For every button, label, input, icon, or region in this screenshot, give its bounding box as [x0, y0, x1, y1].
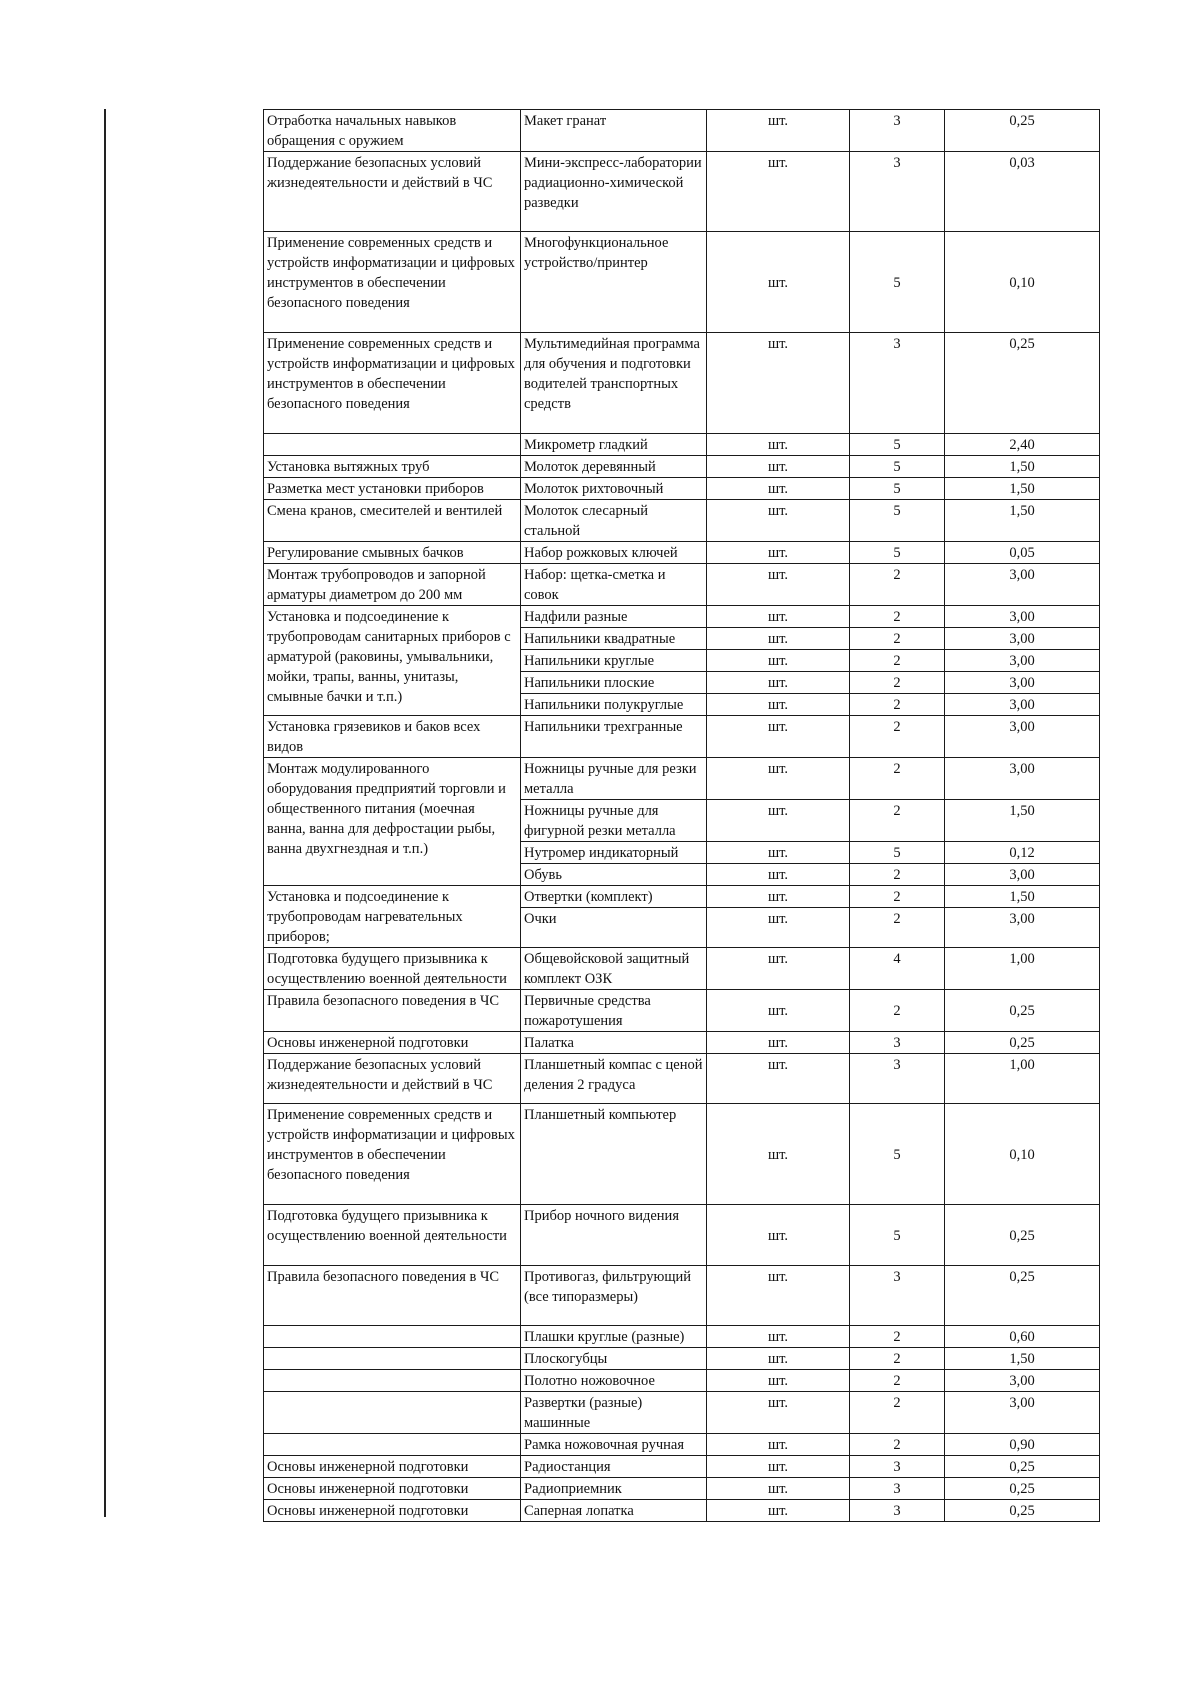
share-cell: 3,00	[945, 564, 1100, 606]
item-cell: Общевойсковой защитный комплект ОЗК	[521, 948, 707, 990]
item-cell: Рамка ножовочная ручная	[521, 1434, 707, 1456]
table-row	[264, 1370, 1100, 1392]
share-cell: 3,00	[945, 716, 1100, 758]
quantity-cell: 2	[850, 1434, 945, 1456]
item-cell: Набор: щетка-сметка и совок	[521, 564, 707, 606]
item-cell: Мультимедийная программа для обучения и подготовки водителей транспортных средств	[521, 333, 707, 434]
share-cell: 3,00	[945, 672, 1100, 694]
table-row	[264, 1478, 1100, 1500]
share-cell: 1,50	[945, 456, 1100, 478]
quantity-cell: 5	[850, 478, 945, 500]
share-cell: 0,25	[945, 1500, 1100, 1522]
topic-cell: Основы инженерной подготовки	[264, 1500, 521, 1522]
equipment-table	[263, 109, 1100, 1522]
table-row	[264, 434, 1100, 456]
item-cell: Планшетный компьютер	[521, 1104, 707, 1205]
table-row	[264, 758, 1100, 800]
unit-cell: шт.	[707, 1205, 850, 1266]
topic-cell: Правила безопасного поведения в ЧС	[264, 990, 521, 1032]
unit-cell: шт.	[707, 800, 850, 842]
item-cell: Ножницы ручные для фигурной резки металла	[521, 800, 707, 842]
table-row	[264, 716, 1100, 758]
topic-cell: Основы инженерной подготовки	[264, 1478, 521, 1500]
item-cell: Плашки круглые (разные)	[521, 1326, 707, 1348]
quantity-cell: 5	[850, 1104, 945, 1205]
quantity-cell: 2	[850, 886, 945, 908]
table-row	[264, 1104, 1100, 1205]
table-row	[264, 232, 1100, 333]
topic-cell: Установка и подсоединение к трубопроводам нагревательных приборов;	[264, 886, 521, 948]
unit-cell: шт.	[707, 478, 850, 500]
topic-cell: Монтаж модулированного оборудования предприятий торговли и общественного питания (моечная ванна, ванна для дефростации рыбы, ванна двухгнездная и т.п.)	[264, 758, 521, 886]
topic-cell	[264, 1370, 521, 1392]
topic-cell: Смена кранов, смесителей и вентилей	[264, 500, 521, 542]
quantity-cell: 3	[850, 1054, 945, 1104]
topic-cell: Регулирование смывных бачков	[264, 542, 521, 564]
quantity-cell: 2	[850, 908, 945, 948]
unit-cell: шт.	[707, 672, 850, 694]
unit-cell: шт.	[707, 1104, 850, 1205]
table-row	[264, 542, 1100, 564]
table-row	[264, 478, 1100, 500]
share-cell: 1,50	[945, 886, 1100, 908]
topic-cell	[264, 1326, 521, 1348]
table-row	[264, 152, 1100, 232]
table-row	[264, 1348, 1100, 1370]
unit-cell: шт.	[707, 1032, 850, 1054]
topic-cell: Основы инженерной подготовки	[264, 1032, 521, 1054]
topic-cell: Основы инженерной подготовки	[264, 1456, 521, 1478]
item-cell: Набор рожковых ключей	[521, 542, 707, 564]
unit-cell: шт.	[707, 110, 850, 152]
item-cell: Саперная лопатка	[521, 1500, 707, 1522]
share-cell: 0,25	[945, 1205, 1100, 1266]
quantity-cell: 3	[850, 152, 945, 232]
item-cell: Палатка	[521, 1032, 707, 1054]
share-cell: 0,12	[945, 842, 1100, 864]
share-cell: 3,00	[945, 908, 1100, 948]
item-cell: Прибор ночного видения	[521, 1205, 707, 1266]
quantity-cell: 2	[850, 716, 945, 758]
unit-cell: шт.	[707, 1392, 850, 1434]
quantity-cell: 3	[850, 110, 945, 152]
share-cell: 1,00	[945, 948, 1100, 990]
unit-cell: шт.	[707, 542, 850, 564]
share-cell: 3,00	[945, 758, 1100, 800]
topic-cell: Применение современных средств и устройств информатизации и цифровых инструментов в обеспечении безопасного поведения	[264, 232, 521, 333]
unit-cell: шт.	[707, 990, 850, 1032]
share-cell: 0,25	[945, 110, 1100, 152]
quantity-cell: 3	[850, 1478, 945, 1500]
topic-cell: Подготовка будущего призывника к осуществлению военной деятельности	[264, 1205, 521, 1266]
item-cell: Нутромер индикаторный	[521, 842, 707, 864]
share-cell: 0,90	[945, 1434, 1100, 1456]
item-cell: Развертки (разные) машинные	[521, 1392, 707, 1434]
quantity-cell: 2	[850, 1326, 945, 1348]
share-cell: 1,50	[945, 500, 1100, 542]
item-cell: Напильники плоские	[521, 672, 707, 694]
table-row	[264, 1434, 1100, 1456]
share-cell: 3,00	[945, 650, 1100, 672]
quantity-cell: 2	[850, 1392, 945, 1434]
item-cell: Мини-экспресс-лаборатории радиационно-химической разведки	[521, 152, 707, 232]
table-row	[264, 1266, 1100, 1326]
quantity-cell: 2	[850, 672, 945, 694]
topic-cell: Разметка мест установки приборов	[264, 478, 521, 500]
share-cell: 0,60	[945, 1326, 1100, 1348]
unit-cell: шт.	[707, 650, 850, 672]
unit-cell: шт.	[707, 948, 850, 990]
quantity-cell: 5	[850, 500, 945, 542]
unit-cell: шт.	[707, 1434, 850, 1456]
unit-cell: шт.	[707, 694, 850, 716]
topic-cell: Правила безопасного поведения в ЧС	[264, 1266, 521, 1326]
item-cell: Плоскогубцы	[521, 1348, 707, 1370]
unit-cell: шт.	[707, 564, 850, 606]
unit-cell: шт.	[707, 842, 850, 864]
table-row	[264, 886, 1100, 908]
item-cell: Отвертки (комплект)	[521, 886, 707, 908]
share-cell: 3,00	[945, 694, 1100, 716]
quantity-cell: 5	[850, 434, 945, 456]
item-cell: Полотно ножовочное	[521, 1370, 707, 1392]
unit-cell: шт.	[707, 1326, 850, 1348]
unit-cell: шт.	[707, 456, 850, 478]
table-row	[264, 1392, 1100, 1434]
unit-cell: шт.	[707, 434, 850, 456]
table-row	[264, 564, 1100, 606]
quantity-cell: 2	[850, 606, 945, 628]
topic-cell: Поддержание безопасных условий жизнедеятельности и действий в ЧС	[264, 152, 521, 232]
item-cell: Планшетный компас с ценой деления 2 градуса	[521, 1054, 707, 1104]
quantity-cell: 2	[850, 650, 945, 672]
share-cell: 3,00	[945, 864, 1100, 886]
item-cell: Ножницы ручные для резки металла	[521, 758, 707, 800]
unit-cell: шт.	[707, 1370, 850, 1392]
item-cell: Радиоприемник	[521, 1478, 707, 1500]
unit-cell: шт.	[707, 758, 850, 800]
table-row	[264, 606, 1100, 628]
table-row	[264, 1032, 1100, 1054]
item-cell: Многофункциональное устройство/принтер	[521, 232, 707, 333]
quantity-cell: 2	[850, 1348, 945, 1370]
quantity-cell: 2	[850, 864, 945, 886]
quantity-cell: 2	[850, 628, 945, 650]
unit-cell: шт.	[707, 1478, 850, 1500]
table-row	[264, 1205, 1100, 1266]
share-cell: 0,03	[945, 152, 1100, 232]
quantity-cell: 3	[850, 1032, 945, 1054]
quantity-cell: 2	[850, 1370, 945, 1392]
topic-cell	[264, 1434, 521, 1456]
unit-cell: шт.	[707, 606, 850, 628]
topic-cell	[264, 1392, 521, 1434]
item-cell: Напильники квадратные	[521, 628, 707, 650]
quantity-cell: 5	[850, 232, 945, 333]
unit-cell: шт.	[707, 628, 850, 650]
quantity-cell: 2	[850, 694, 945, 716]
quantity-cell: 2	[850, 564, 945, 606]
quantity-cell: 5	[850, 542, 945, 564]
quantity-cell: 3	[850, 333, 945, 434]
topic-cell: Применение современных средств и устройств информатизации и цифровых инструментов в обеспечении безопасного поведения	[264, 1104, 521, 1205]
quantity-cell: 5	[850, 842, 945, 864]
share-cell: 1,50	[945, 800, 1100, 842]
item-cell: Надфили разные	[521, 606, 707, 628]
share-cell: 3,00	[945, 628, 1100, 650]
table-row	[264, 1500, 1100, 1522]
share-cell: 0,25	[945, 1456, 1100, 1478]
table-row	[264, 948, 1100, 990]
unit-cell: шт.	[707, 333, 850, 434]
table-row	[264, 1326, 1100, 1348]
share-cell: 0,10	[945, 232, 1100, 333]
share-cell: 0,25	[945, 1478, 1100, 1500]
item-cell: Обувь	[521, 864, 707, 886]
share-cell: 3,00	[945, 1392, 1100, 1434]
table-row	[264, 110, 1100, 152]
quantity-cell: 4	[850, 948, 945, 990]
topic-cell	[264, 1348, 521, 1370]
table-row	[264, 333, 1100, 434]
table-row	[264, 1054, 1100, 1104]
topic-cell: Отработка начальных навыков обращения с оружием	[264, 110, 521, 152]
item-cell: Молоток рихтовочный	[521, 478, 707, 500]
item-cell: Напильники полукруглые	[521, 694, 707, 716]
item-cell: Первичные средства пожаротушения	[521, 990, 707, 1032]
equipment-table-body	[264, 110, 1100, 1522]
unit-cell: шт.	[707, 1054, 850, 1104]
quantity-cell: 2	[850, 758, 945, 800]
item-cell: Радиостанция	[521, 1456, 707, 1478]
unit-cell: шт.	[707, 1456, 850, 1478]
share-cell: 0,25	[945, 990, 1100, 1032]
quantity-cell: 3	[850, 1500, 945, 1522]
unit-cell: шт.	[707, 1266, 850, 1326]
unit-cell: шт.	[707, 864, 850, 886]
share-cell: 1,00	[945, 1054, 1100, 1104]
topic-cell: Применение современных средств и устройств информатизации и цифровых инструментов в обеспечении безопасного поведения	[264, 333, 521, 434]
share-cell: 0,25	[945, 333, 1100, 434]
table-row	[264, 500, 1100, 542]
share-cell: 0,25	[945, 1032, 1100, 1054]
share-cell: 0,05	[945, 542, 1100, 564]
quantity-cell: 5	[850, 1205, 945, 1266]
item-cell: Очки	[521, 908, 707, 948]
topic-cell: Установка и подсоединение к трубопроводам санитарных приборов с арматурой (раковины, умывальники, мойки, трапы, ванны, унитазы, смывные бачки и т.п.)	[264, 606, 521, 716]
quantity-cell: 3	[850, 1456, 945, 1478]
quantity-cell: 2	[850, 800, 945, 842]
share-cell: 1,50	[945, 478, 1100, 500]
left-margin-line	[104, 109, 106, 1517]
unit-cell: шт.	[707, 908, 850, 948]
quantity-cell: 3	[850, 1266, 945, 1326]
item-cell: Макет гранат	[521, 110, 707, 152]
item-cell: Напильники трехгранные	[521, 716, 707, 758]
share-cell: 2,40	[945, 434, 1100, 456]
quantity-cell: 5	[850, 456, 945, 478]
share-cell: 0,10	[945, 1104, 1100, 1205]
table-row	[264, 1456, 1100, 1478]
unit-cell: шт.	[707, 152, 850, 232]
table-row	[264, 456, 1100, 478]
topic-cell: Установка грязевиков и баков всех видов	[264, 716, 521, 758]
quantity-cell: 2	[850, 990, 945, 1032]
item-cell: Молоток деревянный	[521, 456, 707, 478]
topic-cell	[264, 434, 521, 456]
table-row	[264, 990, 1100, 1032]
topic-cell: Поддержание безопасных условий жизнедеятельности и действий в ЧС	[264, 1054, 521, 1104]
share-cell: 1,50	[945, 1348, 1100, 1370]
unit-cell: шт.	[707, 232, 850, 333]
unit-cell: шт.	[707, 1348, 850, 1370]
item-cell: Противогаз, фильтрующий (все типоразмеры)	[521, 1266, 707, 1326]
unit-cell: шт.	[707, 886, 850, 908]
unit-cell: шт.	[707, 716, 850, 758]
item-cell: Напильники круглые	[521, 650, 707, 672]
share-cell: 3,00	[945, 606, 1100, 628]
topic-cell: Подготовка будущего призывника к осуществлению военной деятельности	[264, 948, 521, 990]
share-cell: 3,00	[945, 1370, 1100, 1392]
share-cell: 0,25	[945, 1266, 1100, 1326]
item-cell: Молоток слесарный стальной	[521, 500, 707, 542]
item-cell: Микрометр гладкий	[521, 434, 707, 456]
unit-cell: шт.	[707, 1500, 850, 1522]
topic-cell: Установка вытяжных труб	[264, 456, 521, 478]
unit-cell: шт.	[707, 500, 850, 542]
topic-cell: Монтаж трубопроводов и запорной арматуры диаметром до 200 мм	[264, 564, 521, 606]
